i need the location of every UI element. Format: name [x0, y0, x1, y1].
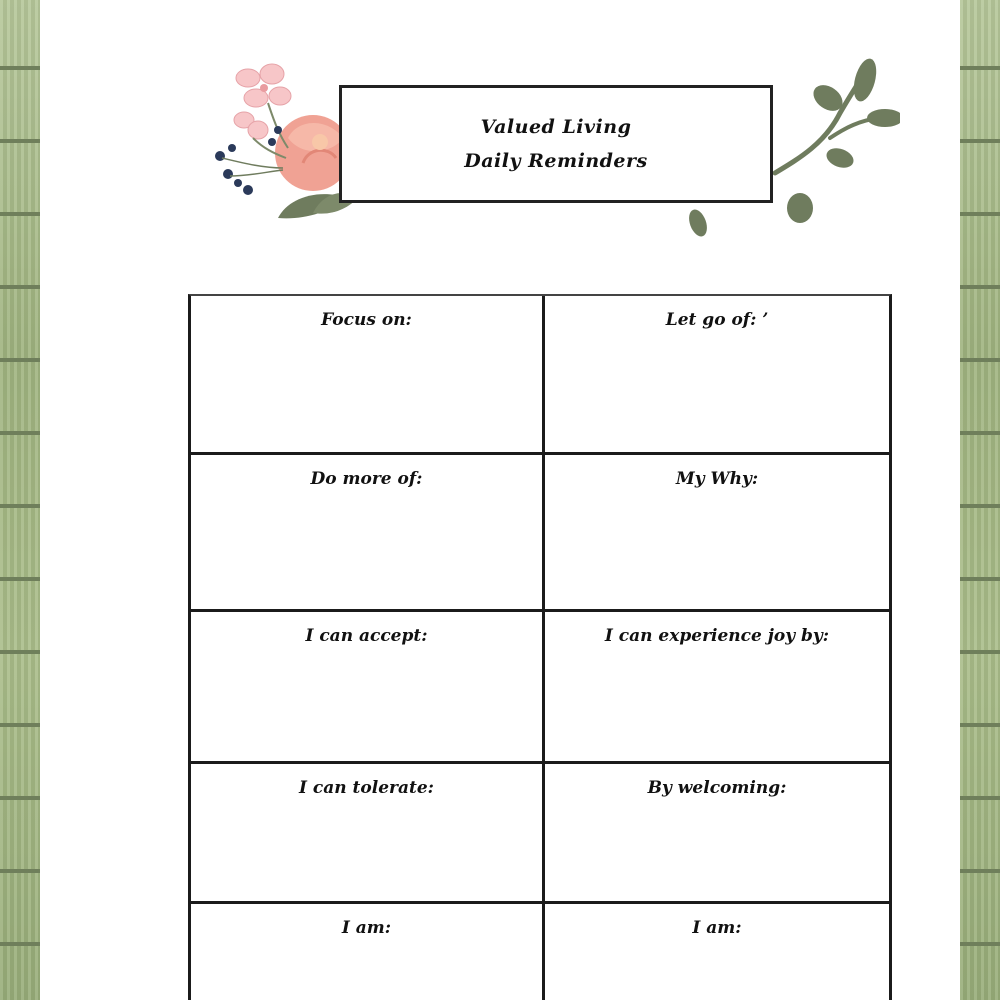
cell-focus-on[interactable]: [191, 296, 542, 452]
cell-label: I can tolerate:: [299, 778, 434, 798]
cell-label: Focus on:: [321, 310, 412, 330]
cell-by-welcoming[interactable]: [545, 764, 889, 901]
cell-label: Let go of: ʼ: [665, 310, 769, 330]
reminder-grid: [188, 294, 892, 1000]
planner-page: [40, 0, 960, 1000]
cell-i-can-tolerate[interactable]: [191, 764, 542, 901]
floral-decoration-icon: [208, 58, 358, 228]
cell-label: Do more of:: [310, 469, 423, 489]
wood-background-right: [960, 0, 1000, 1000]
cell-i-can-accept[interactable]: [191, 612, 542, 761]
cell-label: I am:: [692, 918, 742, 938]
cell-label: I can accept:: [305, 626, 428, 646]
cell-i-can-experience-joy[interactable]: [545, 612, 889, 761]
cell-let-go-of[interactable]: [545, 296, 889, 452]
wood-background-left: [0, 0, 40, 1000]
cell-label: By welcoming:: [647, 778, 787, 798]
title-line-1: Valued Living: [480, 116, 632, 138]
cell-label: I am:: [341, 918, 392, 938]
cell-label: I can experience joy by:: [604, 626, 830, 646]
cell-my-why[interactable]: [545, 455, 889, 609]
cell-do-more-of[interactable]: [191, 455, 542, 609]
title-line-2: Daily Reminders: [464, 150, 648, 172]
cell-i-am-right[interactable]: [545, 904, 889, 1000]
title-box: [339, 85, 773, 203]
cell-i-am-left[interactable]: [191, 904, 542, 1000]
cell-label: My Why:: [675, 469, 759, 489]
